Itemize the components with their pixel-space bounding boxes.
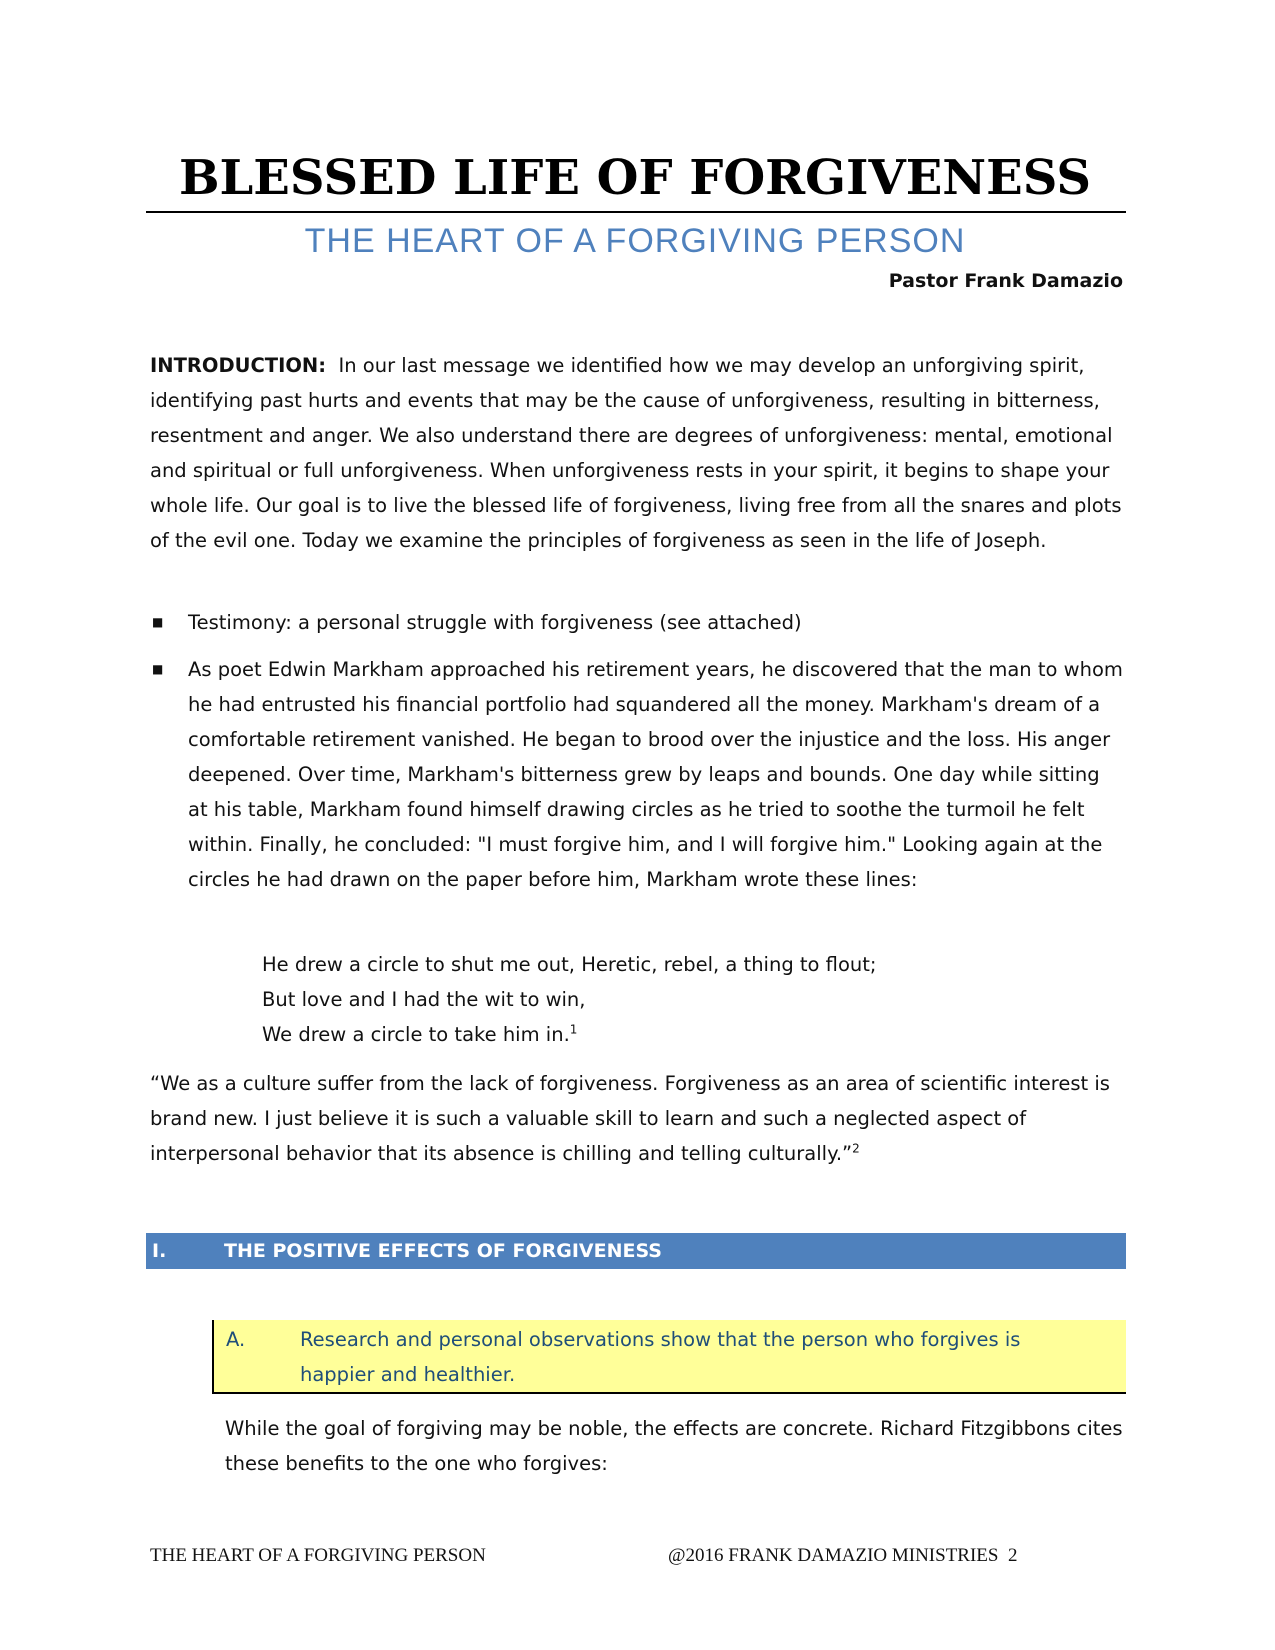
quote-text: “We as a culture suffer from the lack of forgiveness. Forgiveness as an area of scientific interest is brand new. I just believe it is such a valuable skill to learn and such a neglected aspect of interpersonal behavior that its absence is chilling and telling culturally.” <box>150 1072 1110 1165</box>
introduction-text: In our last message we identified how we may develop an unforgiving spirit, identifying past hurts and events that may be the cause of unforgiveness, resulting in bitterness, resentment and anger. We also understand there are degrees of unforgiveness: mental, emotional and spiritual or full unforgiveness. When unforgiveness rests in your spirit, it begins to shape your whole life. Our goal is to live the blessed life of forgiveness, living free from all the snares and plots of the evil one. Today we examine the principles of forgiveness as seen in the life of Joseph. <box>150 354 1122 552</box>
footnote-reference[interactable]: 2 <box>852 1141 860 1156</box>
section-title: THE POSITIVE EFFECTS OF FORGIVENESS <box>224 1240 662 1262</box>
poem-line: We drew a circle to take him in. <box>262 1023 570 1046</box>
introduction-paragraph <box>150 348 1135 558</box>
page-number: 2 <box>1007 1545 1018 1566</box>
footer-title: THE HEART OF A FORGIVING PERSON <box>150 1545 486 1566</box>
closing-paragraph: While the goal of forgiving may be noble, the effects are concrete. Richard Fitzgibbons cites these benefits to the one who forgives: <box>225 1417 1123 1475</box>
bullet-marker-icon: ■ <box>152 662 164 676</box>
poem-line-last <box>262 1017 1062 1052</box>
section-heading <box>146 1233 1126 1269</box>
subsection-heading <box>212 1320 1126 1394</box>
bullet-list <box>150 605 1125 909</box>
author-name: Pastor Frank Damazio <box>888 270 1123 292</box>
bullet-text: As poet Edwin Markham approached his retirement years, he discovered that the man to whom he had entrusted his financial portfolio had squandered all the money. Markham's dream of a comfortable retirement vanished. He began to brood over the injustice and the loss. His anger deepened. Over time, Markham's bitterness grew by leaps and bounds. One day while sitting at his table, Markham found himself drawing circles as he tried to soothe the turmoil he felt within. Finally, he concluded: "I must forgive him, and I will forgive him." Looking again at the circles he had drawn on the paper before him, Markham wrote these lines: <box>188 658 1123 891</box>
document-title: BLESSED LIFE OF FORGIVENESS <box>178 150 1092 206</box>
subsection-text: Research and personal observations show that the person who forgives is happier and healthier. <box>300 1328 1021 1386</box>
document-subtitle: THE HEART OF A FORGIVING PERSON <box>304 222 966 260</box>
footer-copyright <box>668 1545 1017 1567</box>
subsection-letter: A. <box>226 1328 246 1351</box>
poem-line: But love and I had the wit to win, <box>262 988 586 1011</box>
title-divider <box>146 211 1126 213</box>
footnote-reference[interactable]: 1 <box>569 1022 578 1037</box>
footer-copyright-text: @2016 FRANK DAMAZIO MINISTRIES <box>668 1545 999 1566</box>
list-item <box>150 652 1125 897</box>
bullet-text: Testimony: a personal struggle with forgiveness (see attached) <box>188 611 802 634</box>
introduction-label: INTRODUCTION: <box>150 354 327 377</box>
bullet-marker-icon: ■ <box>152 615 164 629</box>
section-number: I. <box>152 1240 167 1262</box>
quote-paragraph <box>150 1066 1135 1171</box>
poem-line: He drew a circle to shut me out, Heretic, rebel, a thing to flout; <box>262 953 877 976</box>
list-item <box>150 605 1125 640</box>
poem-block <box>262 947 1062 1052</box>
